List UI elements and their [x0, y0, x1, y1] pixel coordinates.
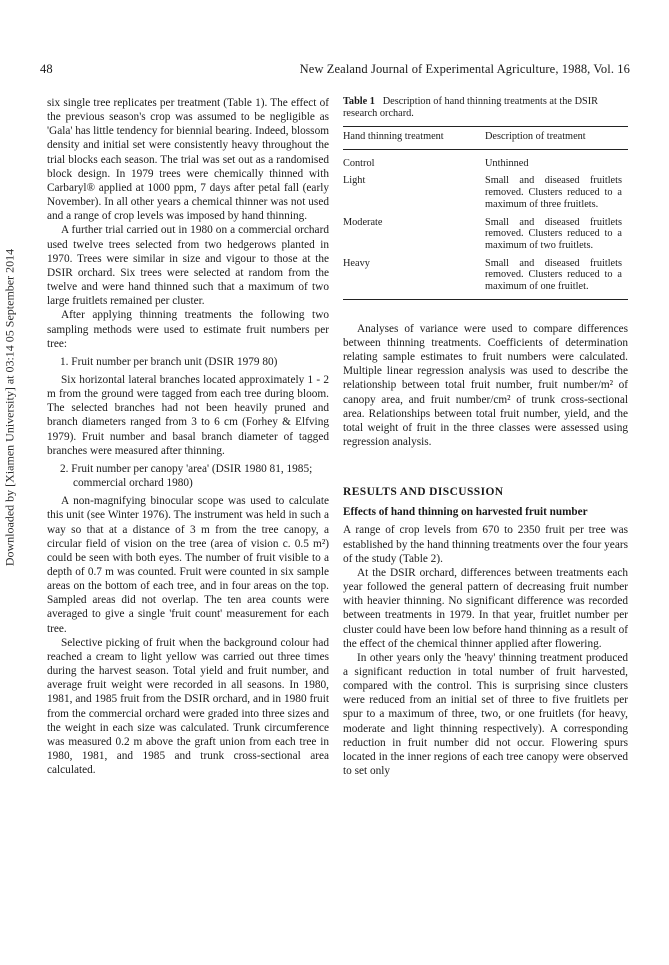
method-list-item: 1. Fruit number per branch unit (DSIR 1979 80) — [60, 355, 278, 368]
paragraph: Six horizontal lateral branches located approximately 1 - 2 m from the ground were tagged from each tree during bloom. The selected branches had not been heavily pruned and branch diameters ranged from 3 to 6 cm (Forhey & Elfving 1979). Fruit number and basal branch diameter of tagged branches were measured after thinning. — [47, 373, 329, 457]
table-header-description: Description of treatment — [485, 127, 628, 150]
thinning-treatment-table — [343, 126, 628, 300]
paragraph: A range of crop levels from 670 to 2350 fruit per tree was established by the hand thinning treatments over the four years of the study (Table 2). — [343, 524, 628, 565]
treatment-description: Small and diseased fruitlets removed. Clusters reduced to a maximum of one fruitlet. — [485, 258, 628, 300]
paragraph: At the DSIR orchard, differences between treatments each year followed the general pattern of decreasing fruit number with heavier thinning. No significant difference was recorded between treatments in 1979. In that year, fruitlet number per cluster could have been low before hand thinning as a result of the effect of the chemical thinner applied after flowering. — [343, 566, 628, 650]
table-caption-text: Description of hand thinning treatments at the DSIR research orchard. — [343, 96, 599, 119]
treatment-name: Light — [343, 175, 366, 187]
table-label: Table 1 — [343, 96, 375, 107]
paragraph: Selective picking of fruit when the background colour had reached a cream to light yellow was carried out three times during the harvest season. Total yield and fruit number, and average fruit weight were recorded in all seasons. In 1980, 1981, and 1985 fruit from the DSIR orchard, and in 1980 fruit from the commercial orchard were graded into three sizes and the weight in each size was calculated. Trunk circumference was measured 0.2 m above the graft union from each tree in 1980, 1981, and 1985 and trunk cross-sectional area calculated. — [47, 636, 329, 777]
paragraph: six single tree replicates per treatment (Table 1). The effect of the previous season's crop was assumed to be negligible as 'Gala' has little tendency for biennial bearing. Indeed, blossom density and initial set were consistently heavy throughout the trial blocks each season. The trial was set out as a randomised block design. In 1979 trees were chemically thinned with Carbaryl® applied at 1000 ppm, 7 days after petal fall (early November). In all other years a chemical thinner was not used and a range of crop levels was imposed by hand thinning. — [47, 97, 330, 223]
treatment-description: Small and diseased fruitlets removed. Clusters reduced to a maximum of two fruitlets. — [485, 216, 622, 251]
treatment-description: Small and diseased fruitlets removed. Clusters reduced to a maximum of three fruitlets. — [485, 175, 622, 210]
treatment-name: Moderate — [343, 216, 383, 228]
table-row — [343, 217, 628, 258]
paragraph: A further trial carried out in 1980 on a commercial orchard used twelve trees selected from two hedgerows planted in 1970. Trees were similar in size and vigour to those at the DSIR orchard. Six trees were selected at random from the twelve and were hand thinned such that a maximum of two large fruitlets remained per cluster. — [47, 224, 329, 308]
treatment-name: Heavy — [343, 258, 485, 300]
table-row — [343, 175, 628, 216]
paragraph: Analyses of variance were used to compare differences between thinning treatments. Coefficients of determination relating sample estimates to fruit numbers were calculated. Multiple linear regression analysis was used to describe the relationship between total fruit number, fruit number/m² of canopy area, and fruit number/cm² of trunk cross-sectional area. Relationships between total fruit number, yield, and the total weight of fruit in the three classes were assessed using regression analysis. — [343, 322, 628, 448]
subsection-heading: Effects of hand thinning on harvested fruit number — [343, 506, 588, 519]
method-list-item: 2. Fruit number per canopy 'area' (DSIR 1980 81, 1985; commercial orchard 1980) — [60, 462, 313, 490]
treatment-description: Unthinned — [485, 157, 529, 169]
journal-title: New Zealand Journal of Experimental Agriculture, 1988, Vol. 16 — [299, 62, 630, 76]
table-row — [343, 149, 628, 175]
paragraph: In other years only the 'heavy' thinning treatment produced a significant reduction in total number of fruit harvested, compared with the control. This is surprising since clusters were reduced from an initial set of three to five fruitlets per spur to a maximum of three, two, or one fruitlets (for heavy, moderate and light thinning respectively). A corresponding reduction in fruit number did not occur. Flowering spurs located in the inner regions of each tree canopy were observed to set only — [343, 651, 628, 778]
table-row — [343, 258, 628, 300]
table-header-treatment: Hand thinning treatment — [343, 127, 485, 150]
download-note: Downloaded by [Xiamen University] at 03:14 05 September 2014 — [2, 248, 17, 567]
section-heading: RESULTS AND DISCUSSION — [343, 486, 504, 499]
table-caption — [343, 96, 628, 120]
download-watermark — [0, 130, 20, 690]
table-header-row — [343, 127, 628, 150]
paragraph: A non-magnifying binocular scope was used to calculate this unit (see Winter 1976). The instrument was held in such a way so that at a distance of 3 m from the tree canopy, a circular field of vision on the tree (area of vision c. 0.5 m²) could be seen with both eyes. The number of fruit visible to a depth of 0.7 m was counted. Fruit were counted in six sample areas on the bottom of each tree, and in four areas on the top. Sampled areas did not overlap. The ten area counts were averaged to give a single 'fruit count' measurement for each tree. — [47, 495, 329, 635]
left-column — [47, 96, 329, 777]
right-column — [343, 96, 628, 778]
page-number: 48 — [40, 62, 53, 76]
treatment-name: Control — [343, 157, 375, 169]
paragraph: After applying thinning treatments the following two sampling methods were used to estimate fruit numbers per tree: — [47, 309, 329, 350]
